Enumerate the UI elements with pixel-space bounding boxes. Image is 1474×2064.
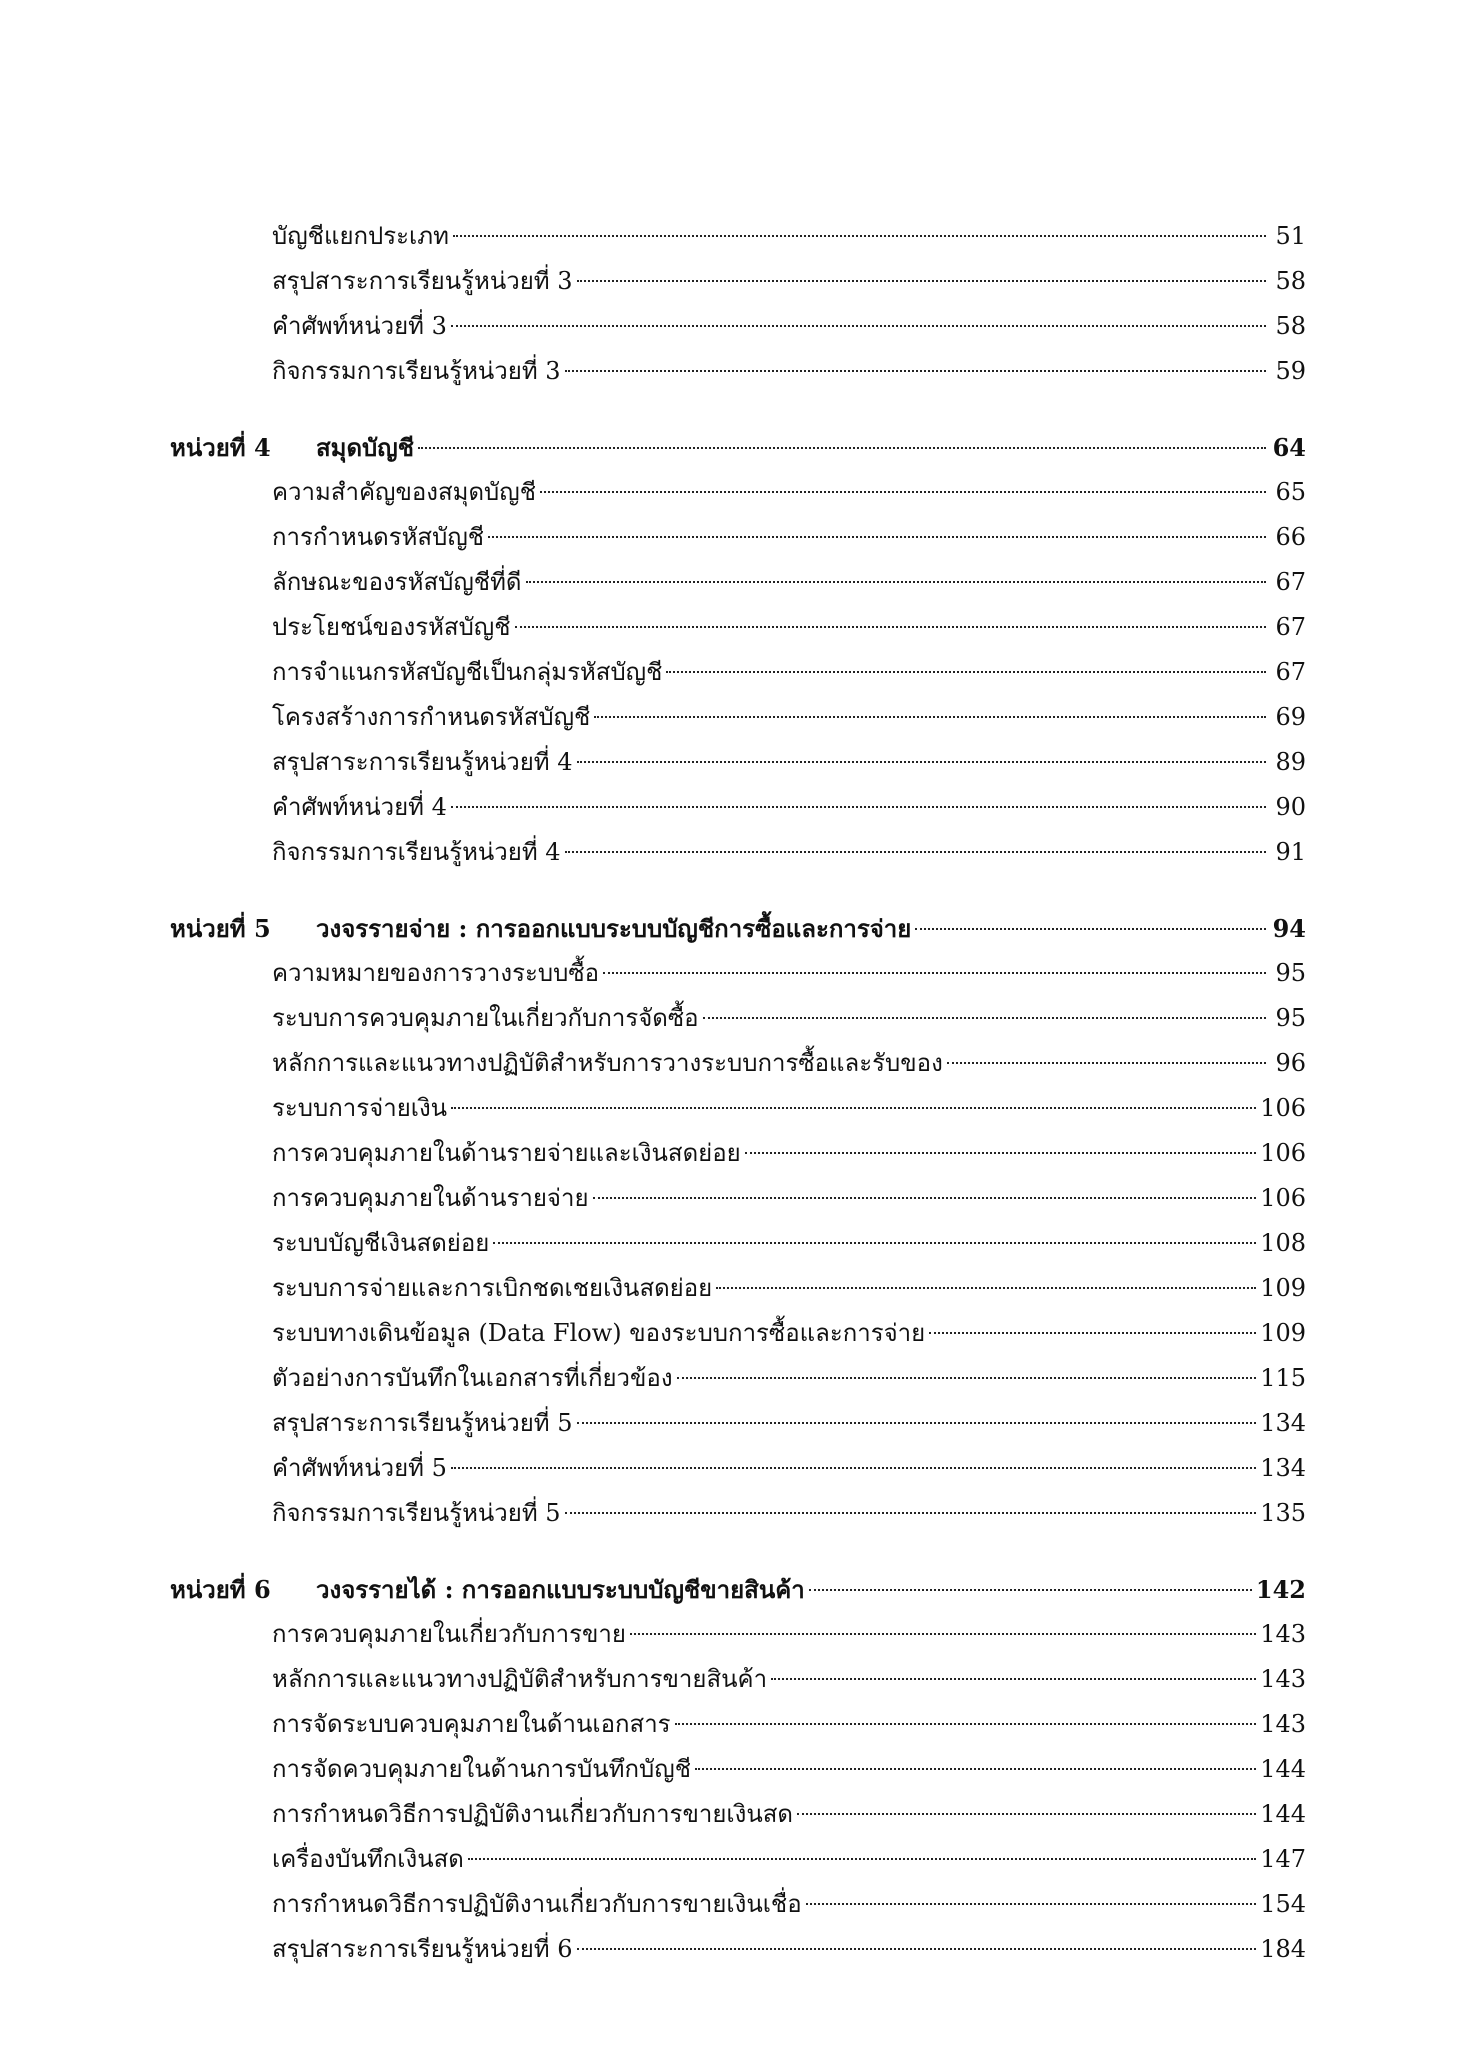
toc-entry bbox=[170, 650, 1306, 695]
entry-page-number: 67 bbox=[1275, 568, 1306, 596]
entry-title: การควบคุมภายในเกี่ยวกับการขาย bbox=[272, 1620, 626, 1648]
entry-title: ลักษณะของรหัสบัญชีที่ดี bbox=[272, 568, 522, 596]
dot-leader bbox=[493, 1242, 1256, 1244]
entry-page-number: 58 bbox=[1275, 267, 1306, 295]
entry-title: สรุปสาระการเรียนรู้หน่วยที่ 6 bbox=[272, 1935, 573, 1963]
dot-leader bbox=[451, 806, 1266, 808]
entry-title: การกำหนดรหัสบัญชี bbox=[272, 523, 485, 551]
entry-page-number: 96 bbox=[1275, 1049, 1306, 1077]
toc-entry bbox=[170, 214, 1306, 259]
dot-leader bbox=[630, 1633, 1256, 1635]
entry-title: เครื่องบันทึกเงินสด bbox=[272, 1845, 464, 1873]
entry-title: สรุปสาระการเรียนรู้หน่วยที่ 5 bbox=[272, 1409, 573, 1437]
dot-leader bbox=[915, 928, 1266, 930]
entry-title: การจัดควบคุมภายในด้านการบันทึกบัญชี bbox=[272, 1755, 692, 1783]
entry-page-number: 144 bbox=[1260, 1800, 1306, 1828]
dot-leader bbox=[809, 1589, 1252, 1591]
entry-title: ระบบบัญชีเงินสดย่อย bbox=[272, 1229, 490, 1257]
toc-group bbox=[170, 906, 1306, 1536]
toc-entry bbox=[170, 1221, 1306, 1266]
toc-entry bbox=[170, 349, 1306, 394]
toc-entry bbox=[170, 1401, 1306, 1446]
toc-entry bbox=[170, 515, 1306, 560]
entry-title: โครงสร้างการกำหนดรหัสบัญชี bbox=[272, 703, 591, 731]
entry-title: ระบบทางเดินข้อมูล (Data Flow) ของระบบการซื้อและการจ่าย bbox=[272, 1319, 926, 1347]
toc-entry bbox=[170, 1176, 1306, 1221]
entry-title: ระบบการจ่ายเงิน bbox=[272, 1094, 448, 1122]
entry-page-number: 154 bbox=[1260, 1890, 1306, 1918]
toc-entry bbox=[170, 1491, 1306, 1536]
unit-page-number: 142 bbox=[1255, 1575, 1306, 1604]
toc-entry bbox=[170, 1041, 1306, 1086]
toc-entry bbox=[170, 1446, 1306, 1491]
dot-leader bbox=[929, 1332, 1256, 1334]
entry-page-number: 108 bbox=[1260, 1229, 1306, 1257]
unit-label: หน่วยที่ 6 bbox=[170, 1575, 271, 1604]
entry-page-number: 135 bbox=[1260, 1499, 1306, 1527]
entry-page-number: 106 bbox=[1260, 1139, 1306, 1167]
entry-page-number: 143 bbox=[1260, 1620, 1306, 1648]
entry-page-number: 51 bbox=[1275, 222, 1306, 250]
dot-leader bbox=[594, 716, 1266, 718]
entry-page-number: 143 bbox=[1260, 1665, 1306, 1693]
entry-title: สรุปสาระการเรียนรู้หน่วยที่ 3 bbox=[272, 267, 573, 295]
toc-entry bbox=[170, 1266, 1306, 1311]
unit-label: หน่วยที่ 5 bbox=[170, 914, 271, 943]
toc-unit-heading bbox=[170, 906, 1306, 951]
dot-leader bbox=[593, 1197, 1257, 1199]
entry-page-number: 143 bbox=[1260, 1710, 1306, 1738]
toc-entry bbox=[170, 1356, 1306, 1401]
entry-page-number: 106 bbox=[1260, 1094, 1306, 1122]
dot-leader bbox=[577, 1948, 1257, 1950]
entry-title: ความสำคัญของสมุดบัญชี bbox=[272, 478, 537, 506]
dot-leader bbox=[675, 1723, 1257, 1725]
entry-title: ระบบการควบคุมภายในเกี่ยวกับการจัดซื้อ bbox=[272, 1004, 699, 1032]
unit-label: หน่วยที่ 4 bbox=[170, 433, 271, 462]
entry-page-number: 109 bbox=[1260, 1319, 1306, 1347]
entry-page-number: 67 bbox=[1275, 613, 1306, 641]
entry-page-number: 134 bbox=[1260, 1409, 1306, 1437]
toc-entry bbox=[170, 695, 1306, 740]
toc-unit-heading bbox=[170, 1567, 1306, 1612]
dot-leader bbox=[451, 325, 1266, 327]
entry-page-number: 89 bbox=[1275, 748, 1306, 776]
dot-leader bbox=[947, 1062, 1266, 1064]
entry-page-number: 66 bbox=[1275, 523, 1306, 551]
entry-title: สรุปสาระการเรียนรู้หน่วยที่ 4 bbox=[272, 748, 573, 776]
entry-title: คำศัพท์หน่วยที่ 5 bbox=[272, 1454, 447, 1482]
entry-title: ระบบการจ่ายและการเบิกชดเชยเงินสดย่อย bbox=[272, 1274, 713, 1302]
toc-entry bbox=[170, 1612, 1306, 1657]
toc-entry bbox=[170, 1747, 1306, 1792]
dot-leader bbox=[695, 1768, 1256, 1770]
dot-leader bbox=[540, 491, 1266, 493]
entry-page-number: 67 bbox=[1275, 658, 1306, 686]
dot-leader bbox=[771, 1678, 1256, 1680]
entry-title: การควบคุมภายในด้านรายจ่าย bbox=[272, 1184, 589, 1212]
dot-leader bbox=[603, 972, 1266, 974]
toc-entry bbox=[170, 259, 1306, 304]
unit-page-number: 64 bbox=[1272, 433, 1306, 462]
unit-title: วงจรรายจ่าย : การออกแบบระบบบัญชีการซื้อและการจ่าย bbox=[316, 914, 912, 943]
dot-leader bbox=[797, 1813, 1256, 1815]
toc-entry bbox=[170, 1927, 1306, 1972]
toc-entry bbox=[170, 1086, 1306, 1131]
toc-entry bbox=[170, 1882, 1306, 1927]
dot-leader bbox=[526, 581, 1267, 583]
toc-group bbox=[170, 214, 1306, 394]
dot-leader bbox=[806, 1903, 1257, 1905]
entry-page-number: 65 bbox=[1275, 478, 1306, 506]
toc-entry bbox=[170, 1131, 1306, 1176]
entry-title: คำศัพท์หน่วยที่ 3 bbox=[272, 312, 447, 340]
toc-entry bbox=[170, 785, 1306, 830]
entry-page-number: 91 bbox=[1275, 838, 1306, 866]
dot-leader bbox=[468, 1858, 1256, 1860]
entry-page-number: 144 bbox=[1260, 1755, 1306, 1783]
toc-entry bbox=[170, 996, 1306, 1041]
dot-leader bbox=[488, 536, 1266, 538]
toc-entry bbox=[170, 304, 1306, 349]
entry-page-number: 134 bbox=[1260, 1454, 1306, 1482]
entry-page-number: 147 bbox=[1260, 1845, 1306, 1873]
dot-leader bbox=[577, 761, 1266, 763]
unit-page-number: 94 bbox=[1272, 914, 1306, 943]
entry-page-number: 106 bbox=[1260, 1184, 1306, 1212]
entry-title: กิจกรรมการเรียนรู้หน่วยที่ 4 bbox=[272, 838, 561, 866]
toc-unit-heading bbox=[170, 425, 1306, 470]
dot-leader bbox=[515, 626, 1266, 628]
toc-entry bbox=[170, 1657, 1306, 1702]
entry-title: การจัดระบบควบคุมภายในด้านเอกสาร bbox=[272, 1710, 671, 1738]
unit-title: สมุดบัญชี bbox=[316, 433, 415, 462]
entry-page-number: 115 bbox=[1260, 1364, 1306, 1392]
entry-page-number: 58 bbox=[1275, 312, 1306, 340]
entry-title: บัญชีแยกประเภท bbox=[272, 222, 449, 250]
entry-page-number: 109 bbox=[1260, 1274, 1306, 1302]
toc-entry bbox=[170, 605, 1306, 650]
toc-entry bbox=[170, 560, 1306, 605]
entry-title: การกำหนดวิธีการปฏิบัติงานเกี่ยวกับการขายเงินสด bbox=[272, 1800, 793, 1828]
toc-entry bbox=[170, 951, 1306, 996]
dot-leader bbox=[745, 1152, 1256, 1154]
toc-entry bbox=[170, 470, 1306, 515]
dot-leader bbox=[703, 1017, 1266, 1019]
entry-page-number: 90 bbox=[1275, 793, 1306, 821]
entry-title: คำศัพท์หน่วยที่ 4 bbox=[272, 793, 447, 821]
entry-title: หลักการและแนวทางปฏิบัติสำหรับการขายสินค้า bbox=[272, 1665, 768, 1693]
dot-leader bbox=[451, 1467, 1256, 1469]
entry-title: การควบคุมภายในด้านรายจ่ายและเงินสดย่อย bbox=[272, 1139, 741, 1167]
entry-page-number: 69 bbox=[1275, 703, 1306, 731]
toc-group bbox=[170, 425, 1306, 875]
entry-page-number: 184 bbox=[1260, 1935, 1306, 1963]
table-of-contents bbox=[170, 214, 1306, 2003]
entry-title: กิจกรรมการเรียนรู้หน่วยที่ 5 bbox=[272, 1499, 561, 1527]
dot-leader bbox=[418, 447, 1266, 449]
entry-title: หลักการและแนวทางปฏิบัติสำหรับการวางระบบการซื้อและรับของ bbox=[272, 1049, 943, 1077]
dot-leader bbox=[565, 851, 1266, 853]
dot-leader bbox=[577, 1422, 1257, 1424]
dot-leader bbox=[565, 1512, 1257, 1514]
dot-leader bbox=[716, 1287, 1256, 1289]
entry-page-number: 95 bbox=[1275, 1004, 1306, 1032]
dot-leader bbox=[451, 1107, 1256, 1109]
toc-entry bbox=[170, 740, 1306, 785]
entry-title: การกำหนดวิธีการปฏิบัติงานเกี่ยวกับการขายเงินเชื่อ bbox=[272, 1890, 802, 1918]
entry-page-number: 95 bbox=[1275, 959, 1306, 987]
toc-entry bbox=[170, 830, 1306, 875]
entry-page-number: 59 bbox=[1275, 357, 1306, 385]
toc-entry bbox=[170, 1837, 1306, 1882]
entry-title: ตัวอย่างการบันทึกในเอกสารที่เกี่ยวข้อง bbox=[272, 1364, 673, 1392]
dot-leader bbox=[577, 280, 1266, 282]
entry-title: ประโยชน์ของรหัสบัญชี bbox=[272, 613, 511, 641]
dot-leader bbox=[677, 1377, 1257, 1379]
entry-title: การจำแนกรหัสบัญชีเป็นกลุ่มรหัสบัญชี bbox=[272, 658, 663, 686]
dot-leader bbox=[666, 671, 1266, 673]
toc-entry bbox=[170, 1702, 1306, 1747]
toc-entry bbox=[170, 1311, 1306, 1356]
dot-leader bbox=[565, 370, 1266, 372]
dot-leader bbox=[453, 235, 1266, 237]
toc-group bbox=[170, 1567, 1306, 1972]
unit-title: วงจรรายได้ : การออกแบบระบบบัญชีขายสินค้า bbox=[316, 1575, 805, 1604]
toc-entry bbox=[170, 1792, 1306, 1837]
entry-title: กิจกรรมการเรียนรู้หน่วยที่ 3 bbox=[272, 357, 561, 385]
entry-title: ความหมายของการวางระบบซื้อ bbox=[272, 959, 600, 987]
